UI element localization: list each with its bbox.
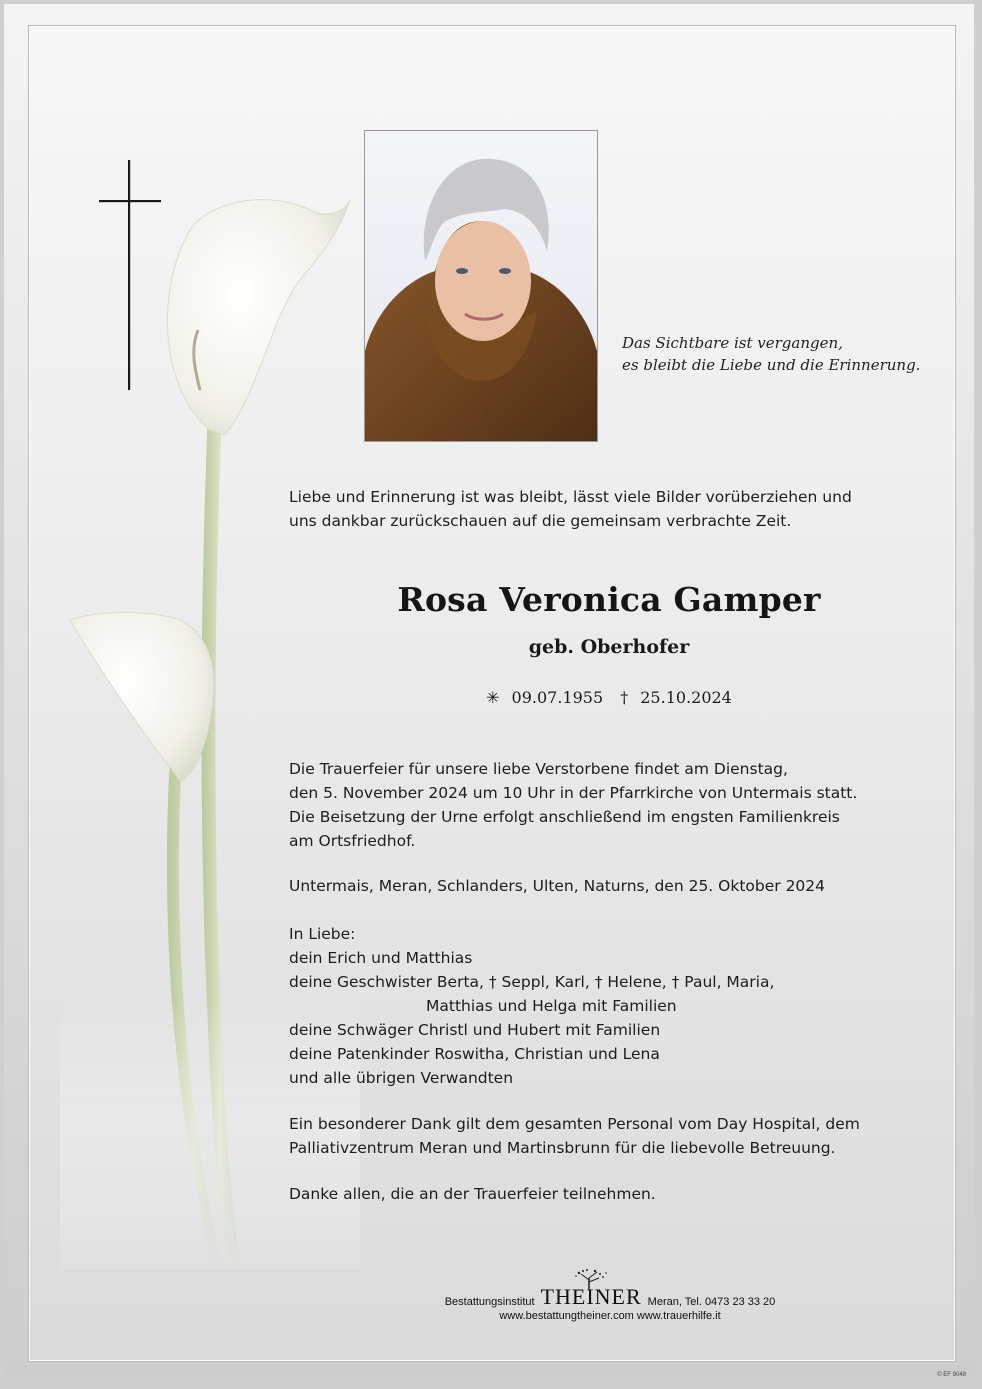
footer-contact: Meran, Tel. 0473 23 33 20 (647, 1296, 776, 1308)
death-date: 25.10.2024 (640, 688, 732, 707)
mourner-line: deine Geschwister Berta, † Seppl, Karl, † Helene, † Paul, Maria, (289, 973, 775, 991)
mourner-line: und alle übrigen Verwandten (289, 1069, 514, 1087)
funeral-home-logo (541, 1276, 642, 1308)
birth-date: 09.07.1955 (511, 688, 604, 707)
death-cross-icon: † (620, 688, 629, 707)
tree-logo-icon (569, 1268, 609, 1290)
mourner-line: deine Patenkinder Roswitha, Christian und Lena (289, 1045, 660, 1063)
brand-name: THEINER (540, 1284, 642, 1309)
copyright-code: © EF 9048 (937, 1372, 966, 1378)
funeral-line: Die Trauerfeier für unsere liebe Verstorbene findet am Dienstag, (289, 760, 788, 778)
funeral-home-footer (420, 1276, 800, 1322)
thanks-line: Palliativzentrum Meran und Martinsbrunn für die liebevolle Betreuung. (289, 1139, 836, 1157)
intro-text (289, 485, 929, 533)
funeral-info (289, 757, 929, 853)
calla-lily-illustration (60, 190, 360, 1270)
mourners-list (289, 922, 929, 1090)
mourner-line: Matthias und Helga mit Familien (426, 997, 677, 1015)
funeral-line: Die Beisetzung der Urne erfolgt anschließend im engsten Familienkreis (289, 808, 840, 826)
life-dates (289, 688, 929, 707)
funeral-line: am Ortsfriedhof. (289, 832, 416, 850)
quote-line: Das Sichtbare ist vergangen, (622, 334, 843, 352)
footer-prefix: Bestattungsinstitut (444, 1296, 535, 1308)
closing-text: Danke allen, die an der Trauerfeier teilnehmen. (289, 1185, 656, 1203)
deceased-name: Rosa Veronica Gamper (397, 580, 821, 619)
mourner-line: dein Erich und Matthias (289, 949, 473, 967)
portrait-photo (364, 130, 598, 442)
birth-star-icon: ✳ (486, 688, 500, 707)
place-date: Untermais, Meran, Schlanders, Ulten, Naturns, den 25. Oktober 2024 (289, 877, 826, 895)
footer-websites: www.bestattungtheiner.com www.trauerhilfe.it (499, 1310, 721, 1322)
intro-line: uns dankbar zurückschauen auf die gemeinsam verbrachte Zeit. (289, 512, 792, 530)
maiden-name: geb. Oberhofer (528, 636, 690, 658)
thanks-line: Ein besonderer Dank gilt dem gesamten Personal vom Day Hospital, dem (289, 1115, 860, 1133)
intro-line: Liebe und Erinnerung ist was bleibt, lässt viele Bilder vorüberziehen und (289, 488, 852, 506)
quote-line: es bleibt die Liebe und die Erinnerung. (622, 356, 921, 374)
thanks-text (289, 1112, 929, 1160)
mourner-line: deine Schwäger Christl und Hubert mit Familien (289, 1021, 661, 1039)
memorial-quote (622, 332, 952, 376)
funeral-line: den 5. November 2024 um 10 Uhr in der Pfarrkirche von Untermais statt. (289, 784, 858, 802)
mourners-intro: In Liebe: (289, 925, 356, 943)
